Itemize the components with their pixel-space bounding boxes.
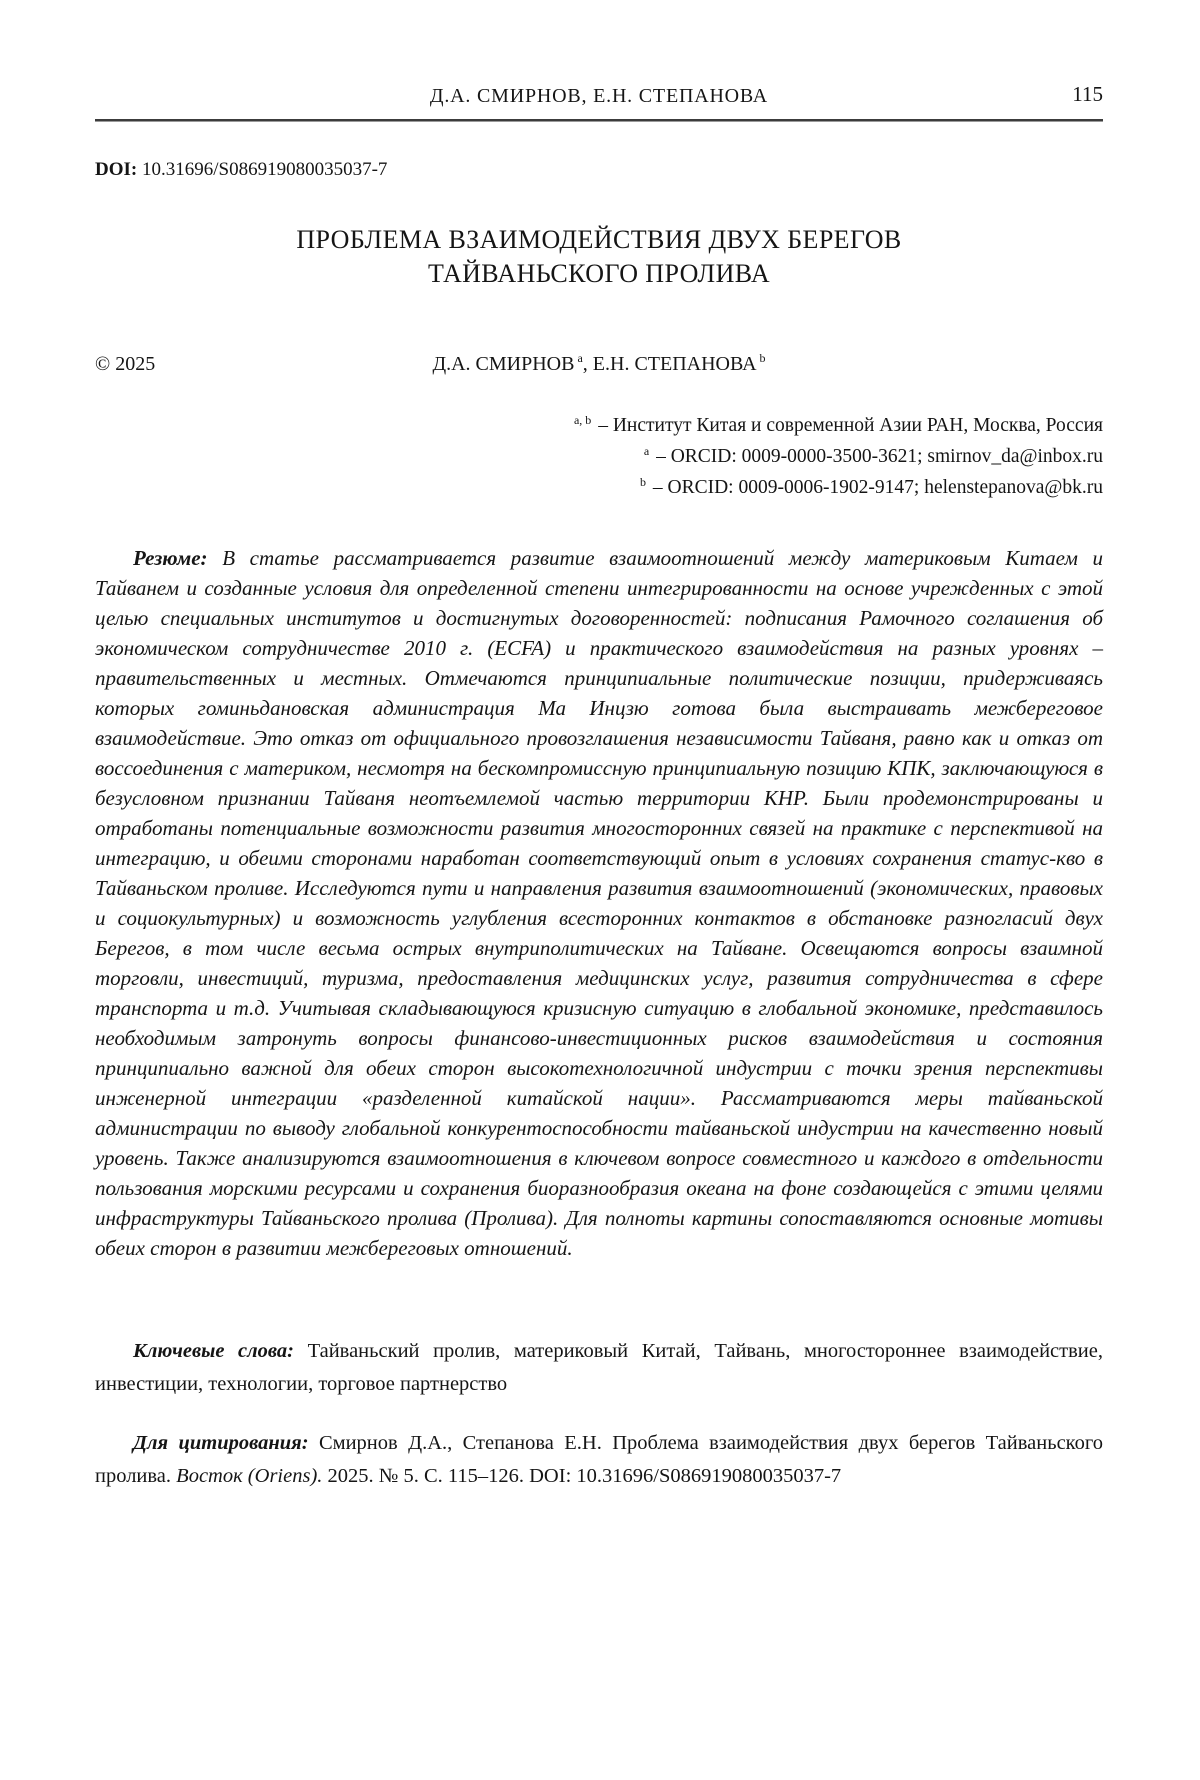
abstract-label: Резюме: bbox=[133, 546, 208, 570]
byline bbox=[95, 351, 1103, 377]
header-rule bbox=[95, 119, 1103, 122]
abstract-text: В статье рассматривается развитие взаимоотношений между материковым Китаем и Тайванем и созданные условия для определенной степени интегрированности на основе учрежденных с этой целью специальных институтов и достигнутых договоренностей: подписания Рамочного соглашения об экономическом сотрудничестве 2010 г. (ECFA) и практического взаимодействия на разных уровнях – правительственных и местных. Отмечаются принципиальные политические позиции, придерживаясь которых гоминьдановская администрация Ма Инцзю готова была выстраивать межбереговое взаимодействие. Это отказ от официального провозглашения независимости Тайваня, равно как и отказ от воссоединения с материком, несмотря на бескомпромиссную принципиальную позицию КПК, заключающуюся в безусловном признании Тайваня неотъемлемой частью территории КНР. Были продемонстрированы и отработаны потенциальные возможности развития многосторонних связей на практике с перспективой на интеграцию, и обеими сторонами наработан соответствующий опыт в условиях сохранения статус-кво в Тайваньском проливе. Исследуются пути и направления развития взаимоотношений (экономических, правовых и социокультурных) и возможность углубления всесторонних контактов в обстановке разногласий двух Берегов, в том числе весьма острых внутриполитических на Тайване. Освещаются вопросы взаимной торговли, инвестиций, туризма, предоставления медицинских услуг, развития сотрудничества в сфере транспорта и т.д. Учитывая складывающуюся кризисную ситуацию в глобальной экономике, представилось необходимым затронуть вопросы финансово-инвестиционных рисков взаимодействия и состояния принципиально важной для обеих сторон высокотехнологичной индустрии с точки зрения перспективы инженерной интеграции «разделенной китайской нации». Рассматриваются меры тайваньской администрации по выводу глобальной конкурентоспособности тайваньской индустрии на качественно новый уровень. Также анализируются взаимоотношения в ключевом вопросе совместного и каждого в отдельности пользования морскими ресурсами и сохранения биоразнообразия океана на фоне создающейся с этими целями инфраструктуры Тайваньского пролива (Пролива). Для полноты картины сопоставляются основные мотивы обеих сторон в развитии межбереговых отношений. bbox=[95, 546, 1103, 1260]
article-title bbox=[95, 223, 1103, 291]
running-head-authors: Д.А. СМИРНОВ, Е.Н. СТЕПАНОВА bbox=[429, 85, 769, 107]
article-title-line1: ПРОБЛЕМА ВЗАИМОДЕЙСТВИЯ ДВУХ БЕРЕГОВ bbox=[296, 225, 902, 254]
article-title-line2: ТАЙВАНЬСКОГО ПРОЛИВА bbox=[427, 259, 771, 288]
affiliations-block bbox=[95, 410, 1103, 503]
affiliation-text: – ORCID: 0009-0000-3500-3621; smirnov_da@inbox.ru bbox=[651, 446, 1103, 467]
author-2-affiliation-mark: b bbox=[759, 351, 766, 366]
affiliation-text: – Институт Китая и современной Азии РАН, Москва, Россия bbox=[593, 415, 1103, 436]
citation-text-end: 2025. № 5. С. 115–126. DOI: 10.31696/S086919080035037-7 bbox=[322, 1465, 842, 1487]
citation-paragraph bbox=[95, 1427, 1103, 1493]
affiliation-text: – ORCID: 0009-0006-1902-9147; helenstepanova@bk.ru bbox=[647, 477, 1103, 498]
doi-label: DOI: bbox=[95, 159, 138, 180]
affiliation-marks: b bbox=[639, 474, 646, 489]
author-2-name: Е.Н. СТЕПАНОВА bbox=[592, 353, 757, 375]
keywords-text: Тайваньский пролив, материковый Китай, Тайвань, многостороннее взаимодействие, инвестиции, технологии, торговое партнерство bbox=[95, 1340, 1103, 1395]
citation-label: Для цитирования: bbox=[133, 1432, 309, 1454]
abstract-paragraph bbox=[95, 543, 1103, 1263]
keywords-label: Ключевые слова: bbox=[133, 1340, 295, 1362]
doi-value: 10.31696/S086919080035037-7 bbox=[137, 159, 388, 180]
affiliation-line bbox=[95, 410, 1103, 441]
author-1-affiliation-mark: a bbox=[577, 351, 583, 366]
citation-text-start: Смирнов Д.А., Степанова Е.Н. Проблема взаимодействия двух берегов Тайваньского пролива. bbox=[95, 1432, 1103, 1487]
affiliation-marks: a bbox=[643, 443, 650, 458]
doi-line bbox=[95, 159, 1103, 181]
journal-name: Восток (Oriens). bbox=[176, 1465, 323, 1487]
author-separator: , bbox=[582, 353, 593, 375]
affiliation-line bbox=[95, 441, 1103, 472]
affiliation-marks: a, b bbox=[573, 412, 592, 427]
affiliation-line bbox=[95, 472, 1103, 503]
page-number: 115 bbox=[1072, 82, 1103, 106]
running-head bbox=[95, 84, 1103, 108]
author-1-name: Д.А. СМИРНОВ bbox=[432, 353, 575, 375]
keywords-paragraph bbox=[95, 1335, 1103, 1401]
copyright-year: © 2025 bbox=[95, 353, 156, 375]
